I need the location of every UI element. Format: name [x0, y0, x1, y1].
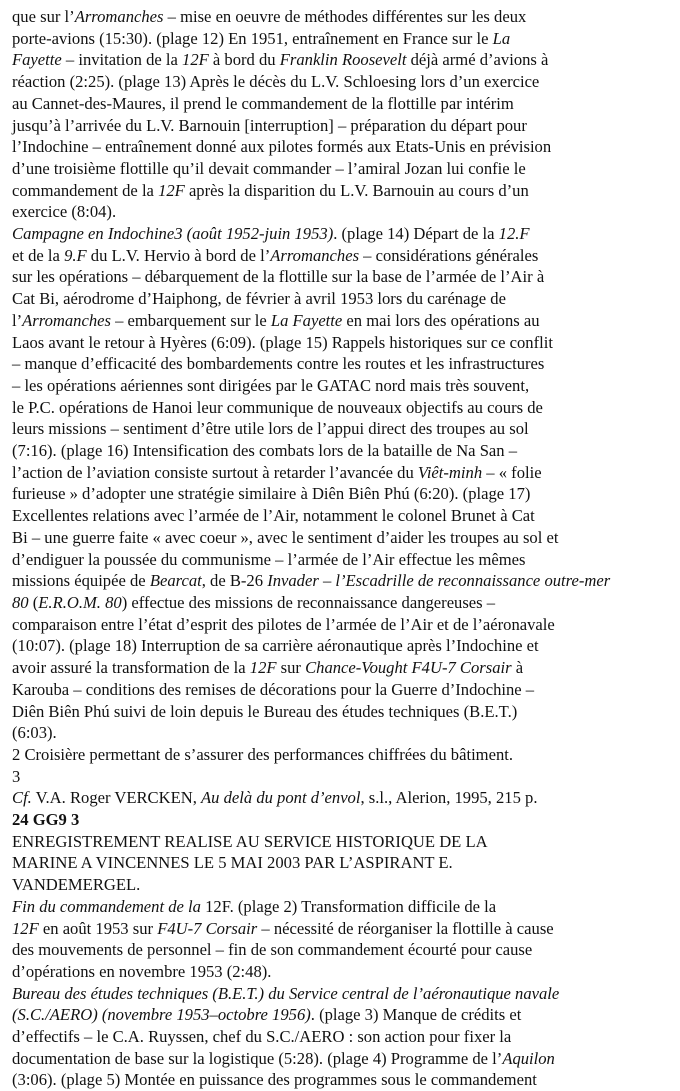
text-segment: F4U-7 Corsair	[157, 918, 258, 938]
text-line	[12, 418, 672, 440]
text-line	[12, 787, 672, 809]
text-segment: des mouvements de personnel – fin de son commandement écourté pour cause	[12, 940, 533, 960]
text-segment: . (plage 3) Manque de crédits et	[310, 1005, 522, 1025]
text-segment: (6:03).	[12, 723, 57, 743]
text-segment: Arromanches	[22, 310, 111, 330]
text-line	[12, 744, 672, 766]
text-line	[12, 657, 672, 679]
text-segment: Karouba – conditions des remises de décorations pour la Guerre d’Indochine –	[12, 679, 535, 699]
text-segment: . (plage 14) Départ de la	[333, 224, 499, 244]
text-segment: Cat Bi, aérodrome d’Haiphong, de février à avril 1953 lors du carénage de	[12, 289, 506, 309]
text-line	[12, 570, 672, 592]
text-line	[12, 1069, 672, 1091]
text-segment: réaction (2:25). (plage 13) Après le décès du L.V. Schloesing lors d’un exercice	[12, 72, 540, 92]
text-line	[12, 722, 672, 744]
text-segment: sur les opérations – débarquement de la flottille sur la base de l’armée de l’Air à	[12, 267, 545, 287]
text-segment: – les opérations aériennes sont dirigées par le GATAC nord mais très souvent,	[12, 375, 530, 395]
text-segment: l’	[12, 310, 23, 330]
text-segment: V.A. Roger VERCKEN,	[31, 788, 202, 808]
text-segment: Campagne en Indochine3 (août 1952-juin 1953)	[12, 224, 334, 244]
text-segment: Bi – une guerre faite « avec coeur », avec le sentiment d’aider les troupes au sol et	[12, 527, 559, 547]
text-line	[12, 1048, 672, 1070]
text-segment: déjà armé d’avions à	[406, 50, 549, 70]
text-segment: La Fayette	[270, 310, 343, 330]
text-segment: comparaison entre l’état d’esprit des pilotes de l’armée de l’Air et de l’aéronavale	[12, 614, 555, 634]
text-segment: le P.C. opérations de Hanoi leur communique de nouveaux objectifs au cours de	[12, 397, 543, 417]
text-segment: , s.l., Alerion, 1995, 215 p.	[360, 788, 538, 808]
text-segment: – invitation de la	[61, 50, 183, 70]
text-segment: avoir assuré la transformation de la	[12, 658, 250, 678]
text-segment: que sur l’	[12, 7, 75, 26]
text-segment: en mai lors des opérations au	[342, 310, 540, 330]
text-segment: ) effectue des missions de reconnaissance dangereuses –	[121, 592, 496, 612]
text-segment: Bearcat	[149, 571, 202, 591]
text-segment: 12F	[249, 658, 277, 678]
text-line	[12, 505, 672, 527]
text-line	[12, 288, 672, 310]
text-segment: ENREGISTREMENT REALISE AU SERVICE HISTORIQUE DE LA	[12, 831, 488, 851]
text-line	[12, 614, 672, 636]
text-segment: – considérations générales	[359, 245, 539, 265]
text-segment: La	[492, 28, 511, 48]
text-line	[12, 852, 672, 874]
text-line	[12, 223, 672, 245]
text-line	[12, 397, 672, 419]
text-segment: Viêt-minh	[417, 462, 483, 482]
text-line	[12, 332, 672, 354]
text-segment: 12F. (plage 2) Transformation difficile de la	[200, 896, 497, 916]
text-segment: Bureau des études techniques (B.E.T.) du Service central de l’aéronautique navale	[12, 983, 560, 1003]
text-line	[12, 440, 672, 462]
text-segment: Fayette	[12, 50, 62, 70]
text-segment: Arromanches	[74, 7, 164, 26]
text-segment: (10:07). (plage 18) Interruption de sa carrière aéronautique après l’Indochine et	[12, 636, 539, 656]
text-line	[12, 28, 672, 50]
text-segment: – « folie	[482, 462, 542, 482]
text-segment: Diên Biên Phú suivi de loin depuis le Bureau des études techniques (B.E.T.)	[12, 701, 518, 721]
text-segment: Cf.	[12, 788, 32, 808]
text-segment: (7:16). (plage 16) Intensification des combats lors de la bataille de Na San –	[12, 441, 518, 461]
text-line	[12, 918, 672, 940]
text-segment: Laos avant le retour à Hyères (6:09). (plage 15) Rappels historiques sur ce conflit	[12, 332, 553, 352]
text-line	[12, 961, 672, 983]
text-line	[12, 983, 672, 1005]
text-line	[12, 939, 672, 961]
text-line	[12, 527, 672, 549]
text-segment: l’action de l’aviation consiste surtout à retarder l’avancée du	[12, 462, 418, 482]
text-segment: missions équipée de	[12, 571, 150, 591]
text-segment: E.R.O.M. 80	[38, 592, 122, 612]
text-line	[12, 93, 672, 115]
text-segment: 2 Croisière permettant de s’assurer des performances chiffrées du bâtiment.	[12, 744, 514, 764]
text-segment: Excellentes relations avec l’armée de l’Air, notamment le colonel Brunet à Cat	[12, 506, 535, 526]
text-line	[12, 635, 672, 657]
text-segment: jusqu’à l’arrivée du L.V. Barnouin [interruption] – préparation du départ pour	[12, 115, 527, 135]
text-line	[12, 896, 672, 918]
text-segment: 12F	[158, 180, 185, 200]
text-segment: exercice (8:04).	[12, 202, 117, 222]
text-segment: furieuse » d’adopter une stratégie similaire à Diên Biên Phú (6:20). (plage 17)	[12, 484, 531, 504]
text-segment: VANDEMERGEL.	[12, 875, 141, 895]
text-segment: au Cannet-des-Maures, il prend le commandement de la flottille par intérim	[12, 93, 514, 113]
text-segment: , de B-26	[201, 571, 268, 591]
text-segment: du L.V. Hervio à bord de l’	[86, 245, 271, 265]
text-segment: 3	[12, 766, 21, 786]
text-segment: Aquilon	[502, 1048, 555, 1068]
text-line	[12, 1004, 672, 1026]
text-segment: porte-avions (15:30). (plage 12) En 1951, entraînement en France sur le	[12, 28, 493, 48]
text-line	[12, 6, 672, 28]
text-segment: Franklin Roosevelt	[279, 50, 407, 70]
text-line	[12, 353, 672, 375]
text-line	[12, 71, 672, 93]
text-segment: Fin du commandement de la	[12, 896, 201, 916]
text-segment: sur	[276, 658, 306, 678]
text-segment: – nécessité de réorganiser la flottille à cause	[257, 918, 554, 938]
text-segment: en août 1953 sur	[38, 918, 158, 938]
text-segment: documentation de base sur la logistique (5:28). (plage 4) Programme de l’	[12, 1048, 503, 1068]
text-line	[12, 462, 672, 484]
text-line	[12, 549, 672, 571]
text-line	[12, 766, 672, 788]
text-segment: 12F	[182, 50, 209, 70]
text-segment: leurs missions – sentiment d’être utile lors de l’appui direct des troupes au sol	[12, 419, 529, 439]
text-segment: à	[511, 658, 524, 678]
text-segment: (3:06). (plage 5) Montée en puissance des programmes sous le commandement	[12, 1070, 537, 1090]
text-line	[12, 266, 672, 288]
text-line	[12, 115, 672, 137]
text-segment: commandement de la	[12, 180, 159, 200]
text-segment: – embarquement sur le	[110, 310, 271, 330]
text-segment: après la disparition du L.V. Barnouin au cours d’un	[184, 180, 529, 200]
text-segment: 9.F	[64, 245, 87, 265]
text-segment: MARINE A VINCENNES LE 5 MAI 2003 PAR L’ASPIRANT E.	[12, 853, 453, 873]
text-segment: à bord du	[208, 50, 280, 70]
text-line	[12, 201, 672, 223]
text-segment: et de la	[12, 245, 65, 265]
text-line	[12, 592, 672, 614]
text-line	[12, 1026, 672, 1048]
text-segment: (	[28, 592, 39, 612]
text-segment: 12.F	[498, 224, 530, 244]
text-line	[12, 483, 672, 505]
text-line	[12, 136, 672, 158]
text-line	[12, 831, 672, 853]
text-segment: (S.C./AERO) (novembre 1953–octobre 1956)	[12, 1005, 311, 1025]
text-line	[12, 245, 672, 267]
text-segment: Chance-Vought F4U-7 Corsair	[305, 658, 512, 678]
text-line	[12, 701, 672, 723]
text-segment: Invader – l’Escadrille de reconnaissance outre-mer	[267, 571, 611, 591]
text-line	[12, 375, 672, 397]
text-segment: d’effectifs – le C.A. Ruyssen, chef du S.C./AERO : son action pour fixer la	[12, 1027, 512, 1047]
text-segment: 24 GG9 3	[12, 810, 80, 830]
text-segment: d’une troisième flottille qu’il devait commander – l’amiral Jozan lui confie le	[12, 158, 526, 178]
text-line	[12, 809, 672, 831]
text-segment: 12F	[12, 918, 39, 938]
text-line	[12, 310, 672, 332]
text-segment: – manque d’efficacité des bombardements contre les routes et les infrastructures	[12, 354, 545, 374]
text-segment: d’opérations en novembre 1953 (2:48).	[12, 961, 272, 981]
text-line	[12, 679, 672, 701]
text-segment: Arromanches	[270, 245, 360, 265]
text-line	[12, 874, 672, 896]
text-line	[12, 49, 672, 71]
text-line	[12, 180, 672, 202]
text-segment: – mise en oeuvre de méthodes différentes sur les deux	[163, 7, 527, 26]
text-line	[12, 158, 672, 180]
text-segment: Au delà du pont d’envol	[201, 788, 361, 808]
text-segment: 80	[12, 592, 29, 612]
text-segment: d’endiguer la poussée du communisme – l’armée de l’Air effectue les mêmes	[12, 549, 526, 569]
text-segment: l’Indochine – entraînement donné aux pilotes formés aux Etats-Unis en prévision	[12, 137, 552, 157]
